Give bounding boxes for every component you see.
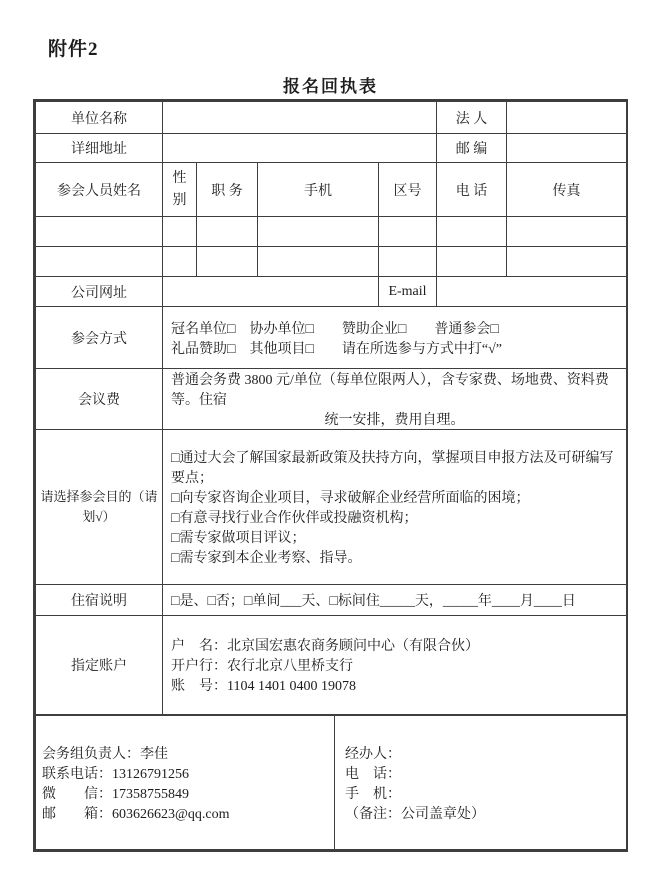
area-code-header: 区号 bbox=[379, 163, 437, 217]
area-code-cell bbox=[379, 247, 437, 277]
fax-cell bbox=[507, 247, 627, 277]
fee-text-line: 普通会务费 3800 元/单位（每单位限两人），含专家费、场地费、资料费等。住宿 bbox=[171, 373, 609, 408]
attendee-header-row bbox=[36, 163, 627, 217]
main-table bbox=[35, 101, 627, 715]
purpose-label-line: 划√） bbox=[82, 509, 116, 524]
lodging-row bbox=[36, 585, 627, 616]
purpose-label bbox=[36, 430, 163, 585]
postcode-value bbox=[507, 134, 627, 163]
phone-cell bbox=[437, 247, 507, 277]
fee-text-line: 统一安排，费用自理。 bbox=[324, 413, 465, 428]
address-label: 详细地址 bbox=[36, 134, 163, 163]
mobile-header: 手机 bbox=[258, 163, 379, 217]
participation-options-line: 礼品赞助□ 其他项目□ 请在所选参与方式中打“√” bbox=[171, 341, 503, 357]
phone-header: 电 话 bbox=[437, 163, 507, 217]
unit-name-value bbox=[163, 102, 437, 134]
organizer-phone-line: 联系电话：13126791256 bbox=[42, 766, 189, 782]
form-title: 报名回执表 bbox=[283, 77, 378, 96]
website-label: 公司网址 bbox=[36, 277, 163, 307]
purpose-row bbox=[36, 430, 627, 585]
company-seal-note: （备注：公司盖章处） bbox=[345, 806, 485, 822]
participation-mode-row bbox=[36, 307, 627, 369]
account-row bbox=[36, 616, 627, 715]
purpose-option: □需专家做项目评议； bbox=[171, 531, 306, 546]
account-bank-line: 开户行：农行北京八里桥支行 bbox=[171, 659, 353, 674]
participation-options-line: 冠名单位□ 协办单位□ 赞助企业□ 普通参会□ bbox=[171, 321, 499, 337]
gender-header-top: 性 bbox=[172, 170, 187, 186]
purpose-label-line: 请选择参会目的（请 bbox=[40, 489, 158, 504]
conference-fee-text bbox=[163, 369, 627, 430]
purpose-option: □通过大会了解国家最新政策及扶持方向，掌握项目申报方法及可研编写要点； bbox=[171, 451, 614, 486]
website-row bbox=[36, 277, 627, 307]
legal-person-value bbox=[507, 102, 627, 134]
account-number-line: 账 号：1104 1401 0400 19078 bbox=[171, 679, 356, 694]
organizer-name-line: 会务组负责人：李佳 bbox=[42, 746, 168, 762]
gender-header bbox=[163, 163, 197, 217]
handler-phone-line: 电 话： bbox=[345, 766, 401, 782]
legal-person-label: 法 人 bbox=[437, 102, 507, 134]
purpose-options bbox=[163, 430, 627, 585]
attendee-name-cell bbox=[36, 217, 163, 247]
conference-fee-row bbox=[36, 369, 627, 430]
attendee-name-header: 参会人员姓名 bbox=[36, 163, 163, 217]
account-details bbox=[163, 616, 627, 715]
lodging-text: □是、□否；□单间___天、□标间住_____天，_____年____月____日 bbox=[163, 585, 627, 616]
email-value bbox=[437, 277, 627, 307]
position-header: 职 务 bbox=[197, 163, 258, 217]
unit-name-label: 单位名称 bbox=[36, 102, 163, 134]
email-label: E-mail bbox=[379, 277, 437, 307]
attachment-label: 附件2 bbox=[48, 39, 99, 60]
mobile-cell bbox=[258, 247, 379, 277]
area-code-cell bbox=[379, 217, 437, 247]
lodging-label: 住宿说明 bbox=[36, 585, 163, 616]
position-cell bbox=[197, 247, 258, 277]
address-row bbox=[36, 134, 627, 163]
fax-header: 传真 bbox=[507, 163, 627, 217]
purpose-option: □向专家咨询企业项目，寻求破解企业经营所面临的困境； bbox=[171, 491, 530, 506]
gender-header-bottom: 别 bbox=[172, 192, 187, 208]
unit-name-row bbox=[36, 102, 627, 134]
handler-mobile-line: 手 机： bbox=[345, 786, 401, 802]
gender-cell bbox=[163, 217, 197, 247]
purpose-option: □需专家到本企业考察、指导。 bbox=[171, 551, 362, 566]
attendee-name-cell bbox=[36, 247, 163, 277]
organizer-email-line: 邮 箱：603626623@qq.com bbox=[42, 806, 230, 822]
gender-cell bbox=[163, 247, 197, 277]
conference-fee-label: 会议费 bbox=[36, 369, 163, 430]
attendee-empty-row bbox=[36, 247, 627, 277]
position-cell bbox=[197, 217, 258, 247]
organizer-contact-cell bbox=[36, 716, 335, 850]
website-value bbox=[163, 277, 379, 307]
address-value bbox=[163, 134, 437, 163]
organizer-wechat-line: 微 信：17358755849 bbox=[42, 786, 189, 802]
purpose-option: □有意寻找行业合作伙伴或投融资机构； bbox=[171, 511, 418, 526]
registration-form-table bbox=[33, 99, 628, 852]
account-label: 指定账户 bbox=[36, 616, 163, 715]
participation-mode-label: 参会方式 bbox=[36, 307, 163, 369]
account-name-line: 户 名：北京国宏惠农商务顾问中心（有限合伙） bbox=[171, 639, 479, 654]
handler-name-line: 经办人： bbox=[345, 746, 401, 762]
footer-table bbox=[35, 715, 627, 850]
attendee-empty-row bbox=[36, 217, 627, 247]
participation-mode-options bbox=[163, 307, 627, 369]
mobile-cell bbox=[258, 217, 379, 247]
postcode-label: 邮 编 bbox=[437, 134, 507, 163]
handler-cell bbox=[335, 716, 627, 850]
phone-cell bbox=[437, 217, 507, 247]
contact-row bbox=[36, 716, 627, 850]
fax-cell bbox=[507, 217, 627, 247]
